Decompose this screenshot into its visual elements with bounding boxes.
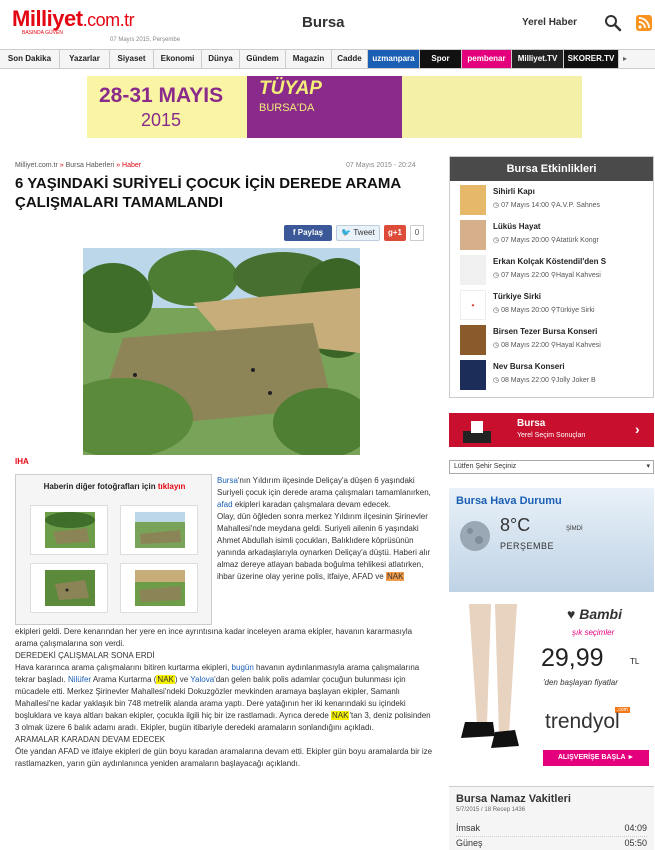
- share-bar: [284, 225, 424, 241]
- link-nak[interactable]: NAK: [386, 572, 404, 581]
- moon-icon: [457, 518, 493, 554]
- weather-day: PERŞEMBE: [500, 541, 555, 551]
- logo-slogan: BASINDA GÜVEN: [22, 30, 63, 36]
- location-icon: ⚲: [550, 202, 557, 209]
- nav-spor[interactable]: Spor: [420, 50, 462, 68]
- photo-credit: IHA: [15, 457, 29, 466]
- event-item[interactable]: Sihirli Kapı ◷ 07 Mayıs 14:00 ⚲A.V.P. Sahnes: [460, 185, 650, 219]
- location-icon: ⚲: [550, 307, 557, 314]
- event-item[interactable]: Nev Bursa Konseri ◷ 08 Mayıs 22:00 ⚲Jolly Joker B: [460, 360, 650, 394]
- event-poster: [460, 325, 486, 355]
- site-header: [0, 0, 655, 48]
- gplus-count: 0: [410, 225, 424, 241]
- header-date: 07 Mayıs 2015, Perşembe: [110, 37, 181, 43]
- weather-title: Bursa Hava Durumu: [456, 495, 562, 507]
- rss-icon[interactable]: [636, 15, 652, 31]
- ad-tagline: şık seçimler: [572, 628, 615, 637]
- ad-price: 29,99: [541, 644, 604, 672]
- search-icon[interactable]: [604, 14, 622, 32]
- banner-dates: 28-31 MAYIS: [99, 84, 224, 107]
- local-news-link[interactable]: Yerel Haber: [522, 17, 578, 28]
- city-select[interactable]: Lütfen Şehir Seçiniz ▾: [449, 460, 654, 474]
- prayer-title: Bursa Namaz Vakitleri: [456, 793, 571, 805]
- event-item[interactable]: ✦ Türkiye Sirki ◷ 08 Mayıs 20:00 ⚲Türkiye Sirki: [460, 290, 650, 324]
- trendyol-ad[interactable]: [449, 604, 654, 774]
- link-nilufer[interactable]: Nilüfer: [67, 675, 92, 684]
- gallery-thumb[interactable]: [30, 563, 108, 613]
- nav-pembenar[interactable]: pembenar: [462, 50, 512, 68]
- nav-yazarlar[interactable]: Yazarlar: [60, 50, 110, 68]
- link-nak[interactable]: NAK: [157, 675, 174, 684]
- facebook-share-button[interactable]: f Paylaş: [284, 225, 332, 241]
- gallery-thumb[interactable]: [120, 505, 198, 555]
- nav-dunya[interactable]: Dünya: [202, 50, 240, 68]
- trendyol-logo: trendyol: [545, 710, 620, 733]
- logo-text: Milliyet: [12, 6, 83, 31]
- gallery-thumb[interactable]: [30, 505, 108, 555]
- location-icon: ⚲: [550, 272, 557, 279]
- prayer-row: İmsak 04:09: [456, 823, 647, 837]
- election-results-banner[interactable]: [449, 413, 654, 447]
- main-nav: [0, 49, 655, 69]
- breadcrumb-home[interactable]: Milliyet.com.tr: [15, 162, 58, 169]
- prayer-times-widget: [449, 786, 654, 850]
- event-poster: [460, 220, 486, 250]
- nav-gundem[interactable]: Gündem: [240, 50, 286, 68]
- location-icon: ⚲: [550, 377, 557, 384]
- ballot-box-icon: [457, 419, 497, 443]
- clock-icon: ◷: [493, 377, 500, 384]
- link-nak[interactable]: NAK: [332, 711, 349, 720]
- tuyap-banner[interactable]: [87, 76, 582, 138]
- city-title: Bursa: [302, 14, 345, 31]
- banner-location: BURSA'DA: [259, 102, 315, 114]
- subheading-1: DEREDEKİ ÇALIŞMALAR SONA ERDİ: [15, 651, 155, 660]
- publish-date: 07 Mayıs 2015 - 20:24: [346, 162, 416, 169]
- nav-magazin[interactable]: Magazin: [286, 50, 332, 68]
- breadcrumb-current: Haber: [122, 162, 142, 169]
- shoe-legs-image: [449, 604, 539, 774]
- clock-icon: ◷: [493, 272, 500, 279]
- nav-ekonomi[interactable]: Ekonomi: [154, 50, 202, 68]
- milliyet-logo[interactable]: [12, 6, 181, 43]
- article-headline: 6 YAŞINDAKİ SURİYELİ ÇOCUK İÇİN DEREDE ARAMA ÇALIŞMALARI TAMAMLANDI: [15, 175, 401, 211]
- shop-now-button[interactable]: ALIŞVERİŞE BAŞLA ►: [543, 750, 649, 766]
- link-afad[interactable]: afad: [217, 500, 233, 509]
- gplus-button[interactable]: g+1: [384, 225, 406, 241]
- nav-cadde[interactable]: Cadde: [332, 50, 368, 68]
- event-item[interactable]: Lüküs Hayat ◷ 07 Mayıs 20:00 ⚲Atatürk Kongr: [460, 220, 650, 254]
- bursa-events-widget: [449, 156, 654, 398]
- ad-from: 'den başlayan fiyatlar: [543, 678, 618, 687]
- election-subtitle: Yerel Seçim Sonuçları: [517, 432, 586, 439]
- prayer-row: Güneş 05:50: [456, 838, 647, 850]
- election-title: Bursa: [517, 418, 546, 429]
- banner-brand: TÜYAP: [259, 78, 322, 99]
- nav-skorer-tv[interactable]: SKORER.TV: [564, 50, 619, 68]
- link-yalova[interactable]: Yalova: [190, 675, 215, 684]
- clock-icon: ◷: [493, 237, 500, 244]
- nav-siyaset[interactable]: Siyaset: [110, 50, 154, 68]
- article-photo[interactable]: [83, 248, 360, 455]
- event-poster: ✦: [460, 290, 486, 320]
- event-item[interactable]: Birsen Tezer Bursa Konseri ◷ 08 Mayıs 22:00 ⚲Hayal Kahvesi: [460, 325, 650, 359]
- clock-icon: ◷: [493, 342, 500, 349]
- chevron-down-icon: ▾: [646, 463, 650, 470]
- subheading-2: ARAMALAR KARADAN DEVAM EDECEK: [15, 735, 166, 744]
- prayer-date: 5/7/2015 / 18 Recep 1436: [456, 807, 526, 813]
- link-bursa[interactable]: Bursa: [217, 476, 238, 485]
- gallery-thumb[interactable]: [120, 563, 198, 613]
- breadcrumb-section[interactable]: Bursa Haberleri: [65, 162, 115, 169]
- event-poster: [460, 255, 486, 285]
- weather-now: ŞİMDİ: [566, 526, 583, 532]
- event-poster: [460, 360, 486, 390]
- gallery-heading: Haberin diğer fotoğrafları için tıklayın: [43, 482, 186, 491]
- location-icon: ⚲: [550, 237, 557, 244]
- bambi-logo: ♥ Bambi: [567, 606, 622, 622]
- nav-scroll-arrow-icon[interactable]: ▸: [622, 54, 627, 63]
- link-bugun[interactable]: bugün: [231, 663, 254, 672]
- event-item[interactable]: Erkan Kolçak Köstendil'den S ◷ 07 Mayıs 22:00 ⚲Hayal Kahvesi: [460, 255, 650, 289]
- article-body-narrow: Bursa'nın Yıldırım ilçesinde Deliçay'a düşen 6 yaşındaki Suriyeli çocuk için derede arama çalışmaları tamamlanırken, afad ekipleri karadan çalışmalara devam edecek. Olay, dün öğleden sonra merkez Yıldırım ilçesinin Şirinevler Mahallesi'nde meydana geldi. Suriyeli ailenin 6 yaşındaki Ahmet Abdullah isimli çocukları, Balıklıdere köprüsünün yanında arkadaşlarıyla oynarken Deliçay'a düştü. Haberi alır almaz dereye atlayan babada boğulma tehlikesi atlatırken, ihbar üzerine olay yerine polis, itfaiye, AFAD ve NAK: [217, 476, 431, 581]
- gallery-link[interactable]: tıklayın: [157, 482, 186, 491]
- chevron-right-icon: ›: [635, 421, 640, 437]
- nav-uzmanpara[interactable]: uzmanpara: [368, 50, 420, 68]
- breadcrumb: Milliyet.com.tr » Bursa Haberleri » Haber: [15, 162, 142, 169]
- photo-gallery-box: [15, 474, 212, 625]
- ad-currency: TL: [630, 657, 640, 666]
- weather-temp: 8°C: [500, 515, 531, 535]
- events-title: Bursa Etkinlikleri: [450, 157, 653, 181]
- nav-milliyet-tv[interactable]: Milliyet.TV: [512, 50, 564, 68]
- logo-suffix: .com.tr: [82, 10, 135, 30]
- twitter-tweet-button[interactable]: 🐦 Tweet: [336, 225, 380, 241]
- clock-icon: ◷: [493, 202, 500, 209]
- article-body-wide: ekipleri geldi. Dere kenarından her yere en ince ayrıntısına kadar inceleyen arama ekipler, havanın kararmasıyla arama çalışmalarına son verdi. DEREDEKİ ÇALIŞMALAR SONA ERDİ Hava kararınca arama çalışmalarını bitiren kurtarma ekipleri, bugün havanın aydınlanmasıyla arama çalışmalarına tekrar başladı. Nilüfer Arama Kurtarma (NAK) ve Yalova'dan gelen balık polis adamlar çocuğun bulunması için mücadele etti. Merkez Şirinevler Mahallesi'ndeki Dokuzgözler mevkinden aramaya başlayan ekipler, Samanlı Mahallesi'ne kadar yaklaşık bin 748 metrelik alanda arama yaptı. Dere yatağının her iki kenarındaki su içindeki boşluklara ve kaya altları bakan ekipler, çocukla ilgili hiç bir ize rastlamadı. Ayrıca derede NAK'tan 3, deniz polisinden 3 olmak üzere 6 balık adamı aradı. Ekipler, bugün itibariyle deredeki aramaların sonlandığını açıkladı. ARAMALAR KARADAN DEVAM EDECEK Öte yandan AFAD ve itfaiye ekipleri de gün boyu karadan aramalarına devam etti. Ekipler gün boyu aramalarda bir ize rastlamazken, yarın gün aydınlanınca yeniden aramaların başlayacağı açıklandı.: [15, 627, 433, 768]
- location-icon: ⚲: [550, 342, 557, 349]
- nav-son-dakika[interactable]: Son Dakika: [0, 50, 60, 68]
- weather-widget: [449, 488, 654, 592]
- banner-year: 2015: [141, 110, 182, 130]
- trendyol-com-badge: .com: [617, 707, 628, 713]
- clock-icon: ◷: [493, 307, 500, 314]
- event-poster: [460, 185, 486, 215]
